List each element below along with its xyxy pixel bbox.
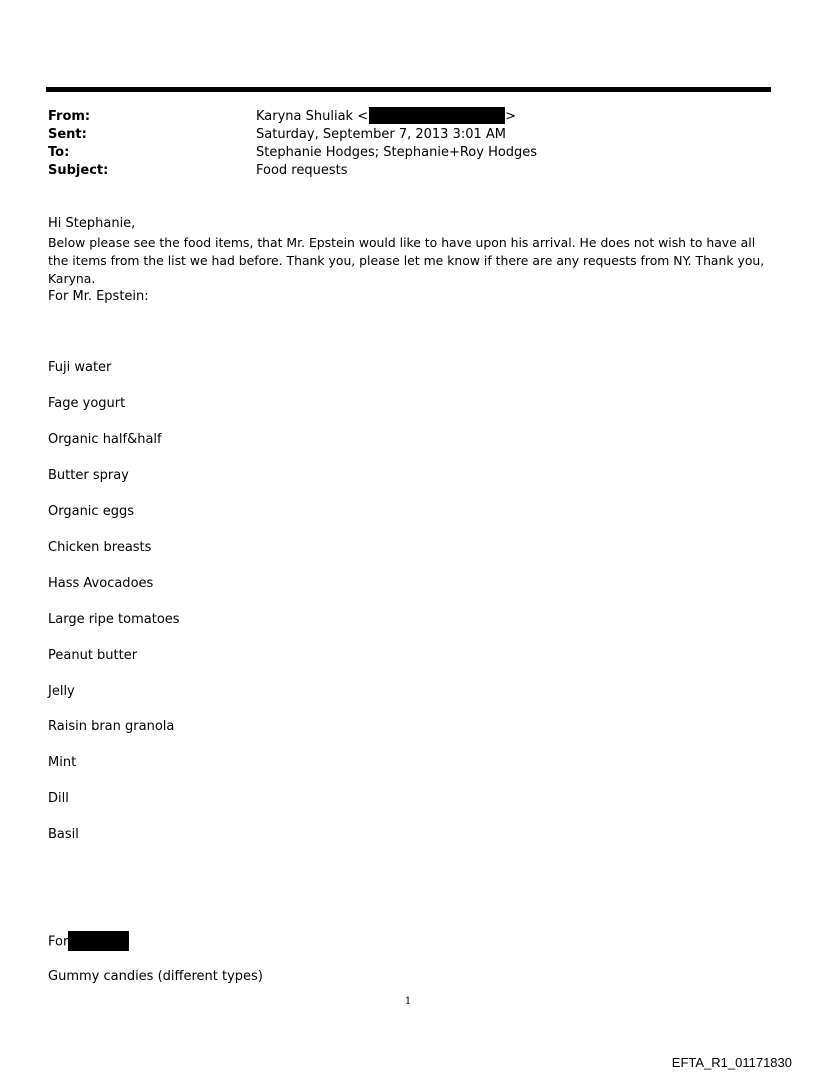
from-row bbox=[48, 108, 768, 126]
subject-label: Subject: bbox=[48, 163, 109, 178]
redaction-block bbox=[68, 931, 129, 951]
subject-row bbox=[48, 162, 768, 180]
from-value bbox=[256, 108, 516, 126]
from-sender: Karyna Shuliak < bbox=[256, 109, 369, 124]
list-item: Organic half&half bbox=[48, 432, 162, 447]
list-item: Fuji water bbox=[48, 360, 112, 375]
page-number: 1 bbox=[404, 996, 412, 1007]
list-item: Dill bbox=[48, 791, 69, 806]
body-paragraph: Below please see the food items, that Mr. Epstein would like to have upon his arrival. He does not wish to have all the items from the list we had before. Thank you, please let me know if there are any requests from NY. Thank you, Karyna. bbox=[48, 235, 765, 286]
to-value: Stephanie Hodges; Stephanie+Roy Hodges bbox=[256, 145, 538, 160]
list-item: Hass Avocadoes bbox=[48, 576, 154, 591]
greeting: Hi Stephanie, bbox=[48, 216, 136, 231]
for-second-heading bbox=[48, 932, 129, 952]
for-label: For bbox=[48, 934, 69, 950]
list-item: Fage yogurt bbox=[48, 396, 126, 411]
for-epstein-heading: For Mr. Epstein: bbox=[48, 289, 149, 304]
list-item: Raisin bran granola bbox=[48, 719, 175, 734]
redaction-block bbox=[369, 107, 505, 124]
list-item: Peanut butter bbox=[48, 648, 138, 663]
list-item: Chicken breasts bbox=[48, 540, 152, 555]
to-label: To: bbox=[48, 145, 70, 160]
header-divider bbox=[46, 87, 771, 92]
list-item: Large ripe tomatoes bbox=[48, 612, 180, 627]
list-item: Basil bbox=[48, 827, 79, 842]
list-item: Mint bbox=[48, 755, 77, 770]
list-item: Jelly bbox=[48, 684, 75, 699]
sent-row bbox=[48, 126, 768, 144]
list-item: Gummy candies (different types) bbox=[48, 969, 263, 984]
to-row bbox=[48, 144, 768, 162]
list-item: Butter spray bbox=[48, 468, 129, 483]
list-item: Organic eggs bbox=[48, 504, 134, 519]
subject-value: Food requests bbox=[256, 163, 348, 178]
sent-label: Sent: bbox=[48, 127, 87, 142]
from-label: From: bbox=[48, 109, 91, 124]
sent-value: Saturday, September 7, 2013 3:01 AM bbox=[256, 127, 507, 142]
from-close: > bbox=[505, 109, 517, 124]
bates-number: EFTA_R1_01171830 bbox=[671, 1055, 792, 1070]
